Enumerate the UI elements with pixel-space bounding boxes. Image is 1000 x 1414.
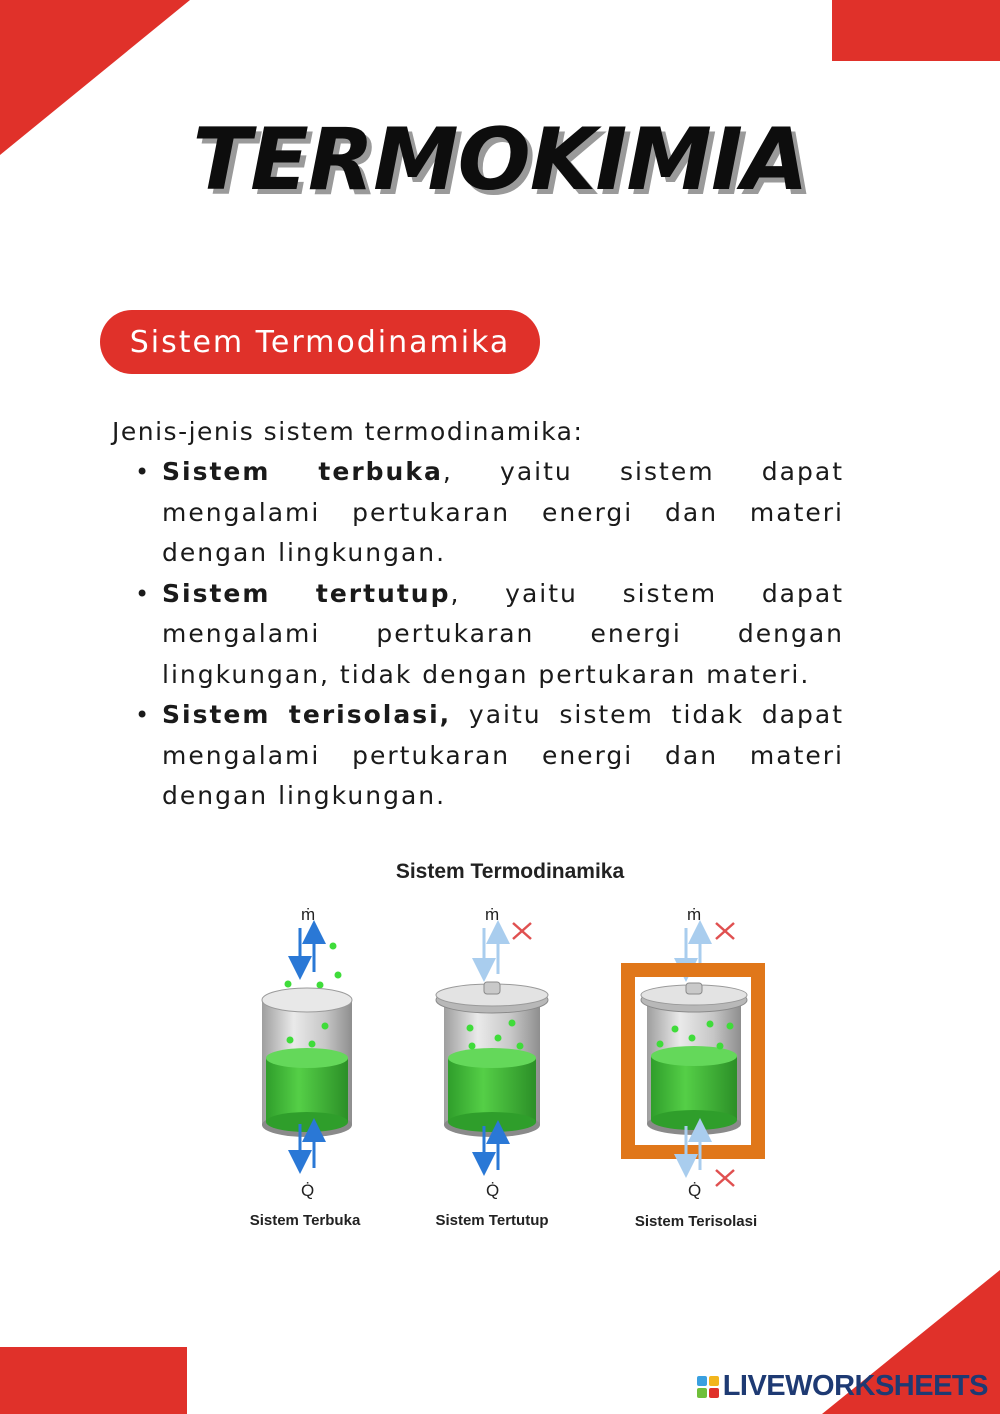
mass-flow-symbol: ṁ <box>687 905 702 924</box>
corner-decoration-top-right <box>832 0 1000 61</box>
term-description: , yaitu sistem dapat mengalami pertukaran energi dengan lingkungan, tidak dengan pertukaran materi. <box>162 578 844 689</box>
list-item-sistem-terbuka <box>162 452 844 574</box>
term-label: Sistem tertutup <box>162 578 451 608</box>
blocked-cross-icon <box>716 923 734 939</box>
page-title: TERMOKIMIA <box>192 110 808 210</box>
heat-flow-symbol: Q̇ <box>486 1181 500 1200</box>
liveworksheets-brand <box>697 1370 988 1403</box>
heat-flow-symbol: Q̇ <box>301 1181 315 1200</box>
blocked-cross-icon <box>716 1170 734 1186</box>
figure-title: Sistem Termodinamika <box>395 860 625 883</box>
intro-text: Jenis-jenis sistem termodinamika: <box>112 417 584 446</box>
section-heading-pill: Sistem Termodinamika <box>100 310 540 374</box>
isolated-system-beaker <box>628 905 758 1200</box>
heat-flow-symbol: Q̇ <box>688 1181 702 1200</box>
term-label: Sistem terisolasi, <box>162 700 452 729</box>
term-description: , yaitu sistem dapat mengalami pertukaran energi dan materi dengan lingkungan. <box>162 457 844 567</box>
systems-illustration <box>230 890 790 1210</box>
system-types-list <box>162 452 844 817</box>
list-item-sistem-tertutup <box>162 574 844 696</box>
term-description: yaitu sistem tidak dapat mengalami pertukaran energi dan materi dengan lingkungan. <box>162 700 844 810</box>
label-open-system: Sistem Terbuka <box>249 1212 361 1229</box>
corner-decoration-bottom-left <box>0 1347 187 1414</box>
label-isolated-system: Sistem Terisolasi <box>634 1213 758 1230</box>
brand-text: LIVEWORKSHEETS <box>722 1370 988 1402</box>
term-label: Sistem terbuka <box>162 457 443 486</box>
mass-flow-symbol: ṁ <box>485 905 500 924</box>
mass-flow-symbol: ṁ <box>301 905 316 924</box>
brand-logo-icon <box>697 1376 719 1398</box>
open-system-beaker <box>262 905 352 1200</box>
blocked-cross-icon <box>513 923 531 939</box>
list-item-sistem-terisolasi <box>162 695 844 817</box>
thermodynamic-systems-figure <box>230 850 790 1250</box>
label-closed-system: Sistem Tertutup <box>435 1212 549 1229</box>
closed-system-beaker <box>436 905 548 1200</box>
